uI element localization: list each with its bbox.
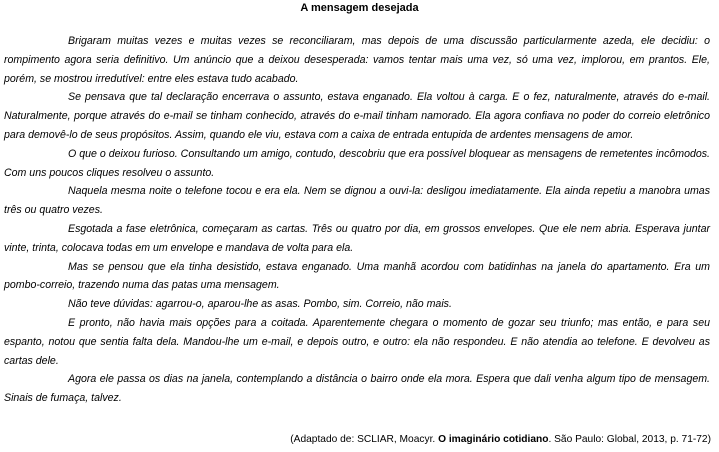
document-title: A mensagem desejada: [300, 2, 419, 14]
paragraph-8: E pronto, não havia mais opções para a coitada. Aparentemente chegara o momento de gozar seu triunfo; mas então, e para seu espanto, notou que sentia falta dela. Mandou-lhe um e-mail, e depois outro, e outro: ela não respondeu. E não atendia ao telefone. E devolveu as cartas dele.: [4, 316, 710, 367]
paragraph-4: Naquela mesma noite o telefone tocou e era ela. Nem se dignou a ouvi-la: desligou imediatamente. Ela ainda repetiu a manobra umas três ou quatro vezes.: [4, 185, 710, 217]
source-book-title: O imaginário cotidiano: [438, 434, 549, 445]
source-suffix: . São Paulo: Global, 2013, p. 71-72): [548, 434, 711, 445]
source-prefix: (Adaptado de: SCLIAR, Moacyr.: [290, 434, 439, 445]
paragraph-6: Mas se pensou que ela tinha desistido, estava enganado. Uma manhã acordou com batidinhas na janela do apartamento. Era um pombo-correio, trazendo numa das patas uma mensagem.: [4, 260, 710, 292]
story-body: [4, 32, 710, 408]
source-citation: [290, 433, 711, 447]
paragraph-5: Esgotada a fase eletrônica, começaram as cartas. Três ou quatro por dia, em grossos envelopes. Que ele nem abria. Esperava juntar vinte, trinta, colocava todas em um envelope e mandava de volta para ela.: [4, 222, 710, 254]
paragraph-1: Brigaram muitas vezes e muitas vezes se reconciliaram, mas depois de uma discussão particularmente azeda, ele decidiu: o rompimento agora seria definitivo. Um anúncio que a deixou desesperada: vamos tentar mais uma vez, só uma vez, implorou, em prantos. Ele, porém, se mostrou irredutível: entre eles estava tudo acabado.: [4, 35, 710, 85]
paragraph-7: Não teve dúvidas: agarrou-o, aparou-lhe as asas. Pombo, sim. Correio, não mais.: [68, 298, 452, 311]
paragraph-3: O que o deixou furioso. Consultando um amigo, contudo, descobriu que era possível bloquear as mensagens de remetentes incômodos. Com uns poucos cliques resolveu o assunto.: [4, 147, 710, 179]
paragraph-9: Agora ele passa os dias na janela, contemplando a distância o bairro onde ela mora. Espera que dali venha algum tipo de mensagem. Sinais de fumaça, talvez.: [4, 373, 710, 405]
paragraph-2: Se pensava que tal declaração encerrava o assunto, estava enganado. Ela voltou à carga. E o fez, naturalmente, através do e-mail. Naturalmente, porque através do e-mail se tinham conhecido, através do e-mail tinham namorado. Ela agora confiava no poder do correio eletrônico para demovê-lo de seus propósitos. Assim, quando ele viu, estava com a caixa de entrada entupida de ardentes mensagens de amor.: [4, 91, 710, 141]
